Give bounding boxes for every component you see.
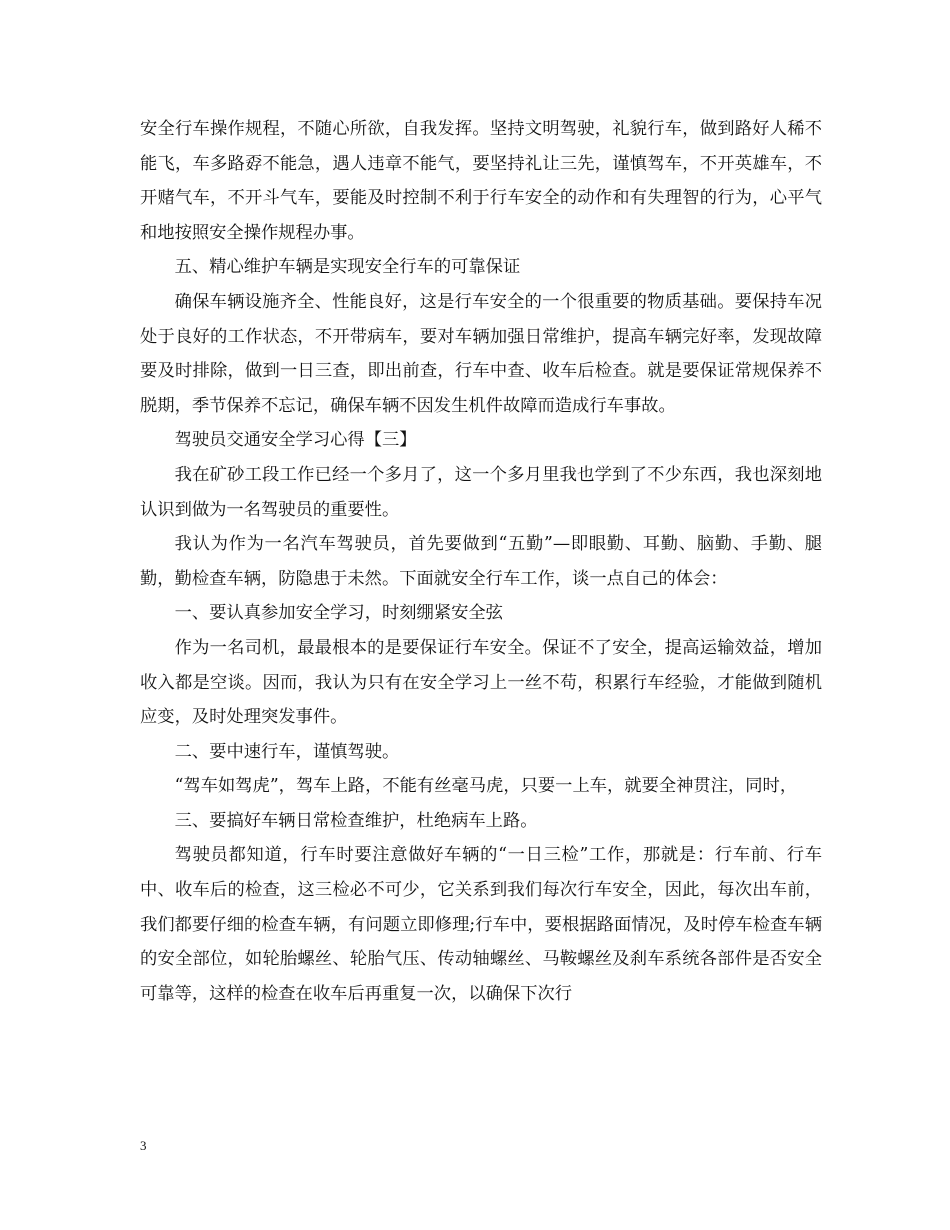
paragraph-4: 我认为作为一名汽车驾驶员，首先要做到“五勤”—即眼勤、耳勤、脑勤、手勤、腿勤，勤检查车辆，防隐患于未然。下面就安全行车工作，谈一点自己的体会： [140, 534, 822, 589]
paragraph-3: 我在矿砂工段工作已经一个多月了，这一个多月里我也学到了不少东西，我也深刻地认识到做为一名驾驶员的重要性。 [140, 464, 822, 520]
page-number: 3 [140, 1138, 147, 1153]
section-heading-5: 五、精心维护车辆是实现安全行车的可靠保证 [174, 257, 521, 278]
section-heading-1: 一、要认真参加安全学习，时刻绷紧安全弦 [174, 603, 503, 624]
document-body [140, 112, 822, 1011]
paragraph-5: 作为一名司机，最最根本的是要保证行车安全。保证不了安全，提高运输效益，增加收入都是空谈。因而，我认为只有在安全学习上一丝不苟，积累行车经验，才能做到随机应变，及时处理突发事件。 [140, 637, 822, 728]
paragraph-1: 安全行车操作规程，不随心所欲，自我发挥。坚持文明驾驶，礼貌行车，做到路好人稀不能飞，车多路孬不能急，遇人违章不能气，要坚持礼让三先，谨慎驾车，不开英雄车，不开赌气车，不开斗气车，要能及时控制不利于行车安全的动作和有失理智的行为，心平气和地按照安全操作规程办事。 [140, 119, 822, 243]
paragraph-7: 驾驶员都知道，行车时要注意做好车辆的“一日三检”工作，那就是：行车前、行车中、收车后的检查，这三检必不可少，它关系到我们每次行车安全，因此，每次出车前，我们都要仔细的检查车辆，有问题立即修理;行车中，要根据路面情况，及时停车检查车辆的安全部位，如轮胎螺丝、轮胎气压、传动轴螺丝、马鞍螺丝及刹车系统各部件是否安全可靠等，这样的检查在收车后再重复一次，以确保下次行 [140, 845, 822, 1004]
section-heading-2: 二、要中速行车，谨慎驾驶。 [174, 741, 400, 762]
paragraph-2: 确保车辆设施齐全、性能良好，这是行车安全的一个很重要的物质基础。要保持车况处于良好的工作状态，不开带病车，要对车辆加强日常维护，提高车辆完好率，发现故障要及时排除，做到一日三查，即出前查，行车中查、收车后检查。就是要保证常规保养不脱期，季节保养不忘记，确保车辆不因发生机件故障而造成行车事故。 [140, 291, 822, 416]
article-title: 驾驶员交通安全学习心得【三】 [174, 430, 417, 451]
paragraph-6: “驾车如驾虎”，驾车上路，不能有丝毫马虎，只要一上车，就要全神贯注，同时， [174, 776, 798, 797]
section-heading-3: 三、要搞好车辆日常检查维护，杜绝病车上路。 [174, 810, 538, 831]
